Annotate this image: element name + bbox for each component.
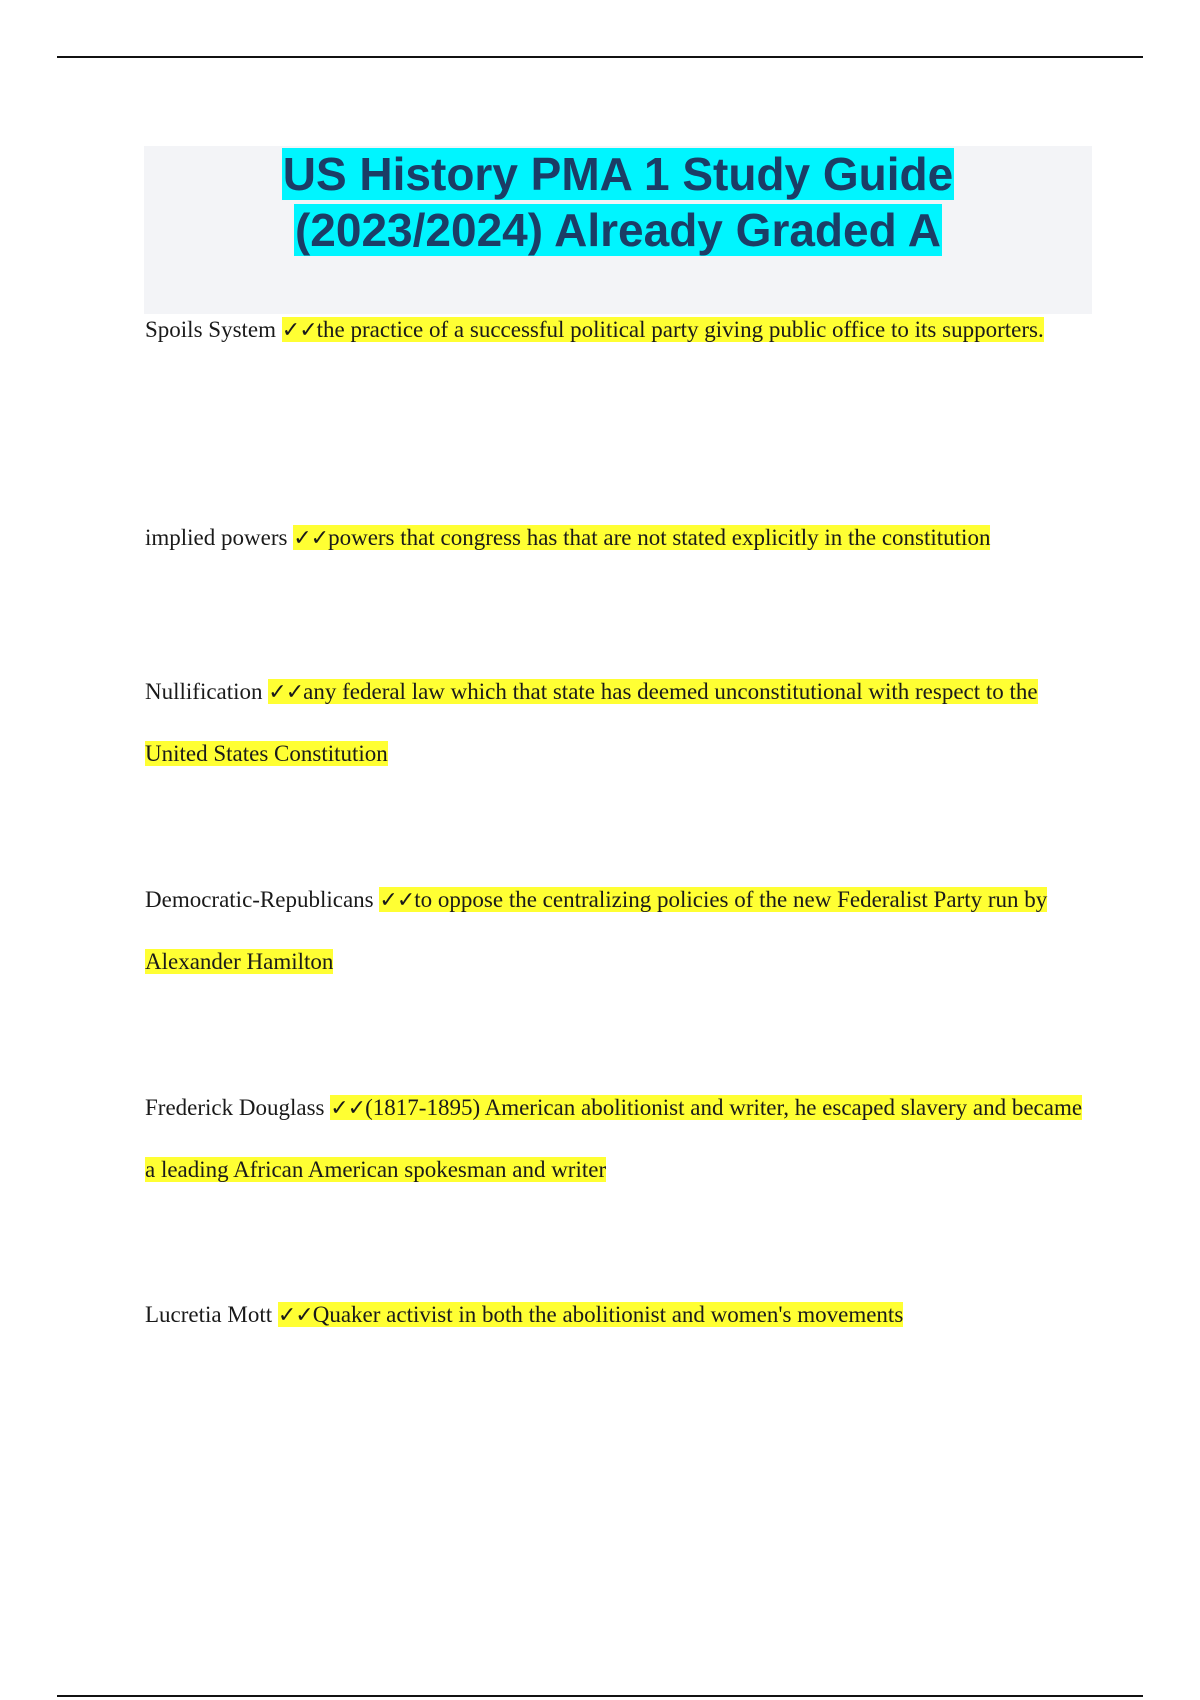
study-entry-lucretia-mott — [145, 1284, 1095, 1346]
entry-term: implied powers — [145, 525, 288, 550]
double-check-icon: ✓✓ — [379, 888, 415, 913]
entry-definition-highlight — [278, 1302, 903, 1327]
entry-term: Democratic-Republicans — [145, 887, 374, 912]
entry-definition: Quaker activist in both the abolitionist and women's movements — [312, 1302, 904, 1327]
entry-term: Nullification — [145, 679, 263, 704]
entry-definition: the practice of a successful political party giving public office to its supporters. — [316, 317, 1044, 342]
double-check-icon: ✓✓ — [293, 526, 329, 551]
title-banner — [144, 146, 1092, 314]
study-entry-frederick-douglass — [145, 1077, 1095, 1200]
study-entry-implied-powers — [145, 507, 1095, 569]
entry-definition-highlight — [293, 525, 990, 550]
study-entry-spoils-system — [145, 299, 1095, 361]
double-check-icon: ✓✓ — [277, 1303, 313, 1328]
document-title — [144, 146, 1092, 258]
entry-term: Spoils System — [145, 317, 277, 342]
entry-term: Lucretia Mott — [145, 1302, 273, 1327]
entry-definition: to oppose the centralizing policies of the new Federalist Party run by Alexander Hamilton — [145, 887, 1048, 974]
study-entry-democratic-republicans — [145, 869, 1095, 992]
entry-definition: any federal law which that state has deemed unconstitutional with respect to the United States Constitution — [145, 679, 1038, 766]
double-check-icon: ✓✓ — [281, 318, 317, 343]
top-rule — [57, 56, 1143, 58]
bottom-rule — [57, 1695, 1143, 1697]
title-line-2: (2023/2024) Already Graded A — [294, 204, 942, 256]
entry-definition-highlight — [282, 317, 1044, 342]
entry-definition-highlight — [145, 679, 1038, 766]
entry-definition: (1817-1895) American abolitionist and writer, he escaped slavery and became a leading African American spokesman and writer — [145, 1095, 1083, 1182]
study-entry-nullification — [145, 661, 1095, 784]
title-line-1: US History PMA 1 Study Guide — [282, 148, 954, 200]
double-check-icon: ✓✓ — [330, 1096, 366, 1121]
double-check-icon: ✓✓ — [268, 680, 304, 705]
entry-term: Frederick Douglass — [145, 1095, 325, 1120]
entry-definition: powers that congress has that are not stated explicitly in the constitution — [328, 525, 991, 550]
